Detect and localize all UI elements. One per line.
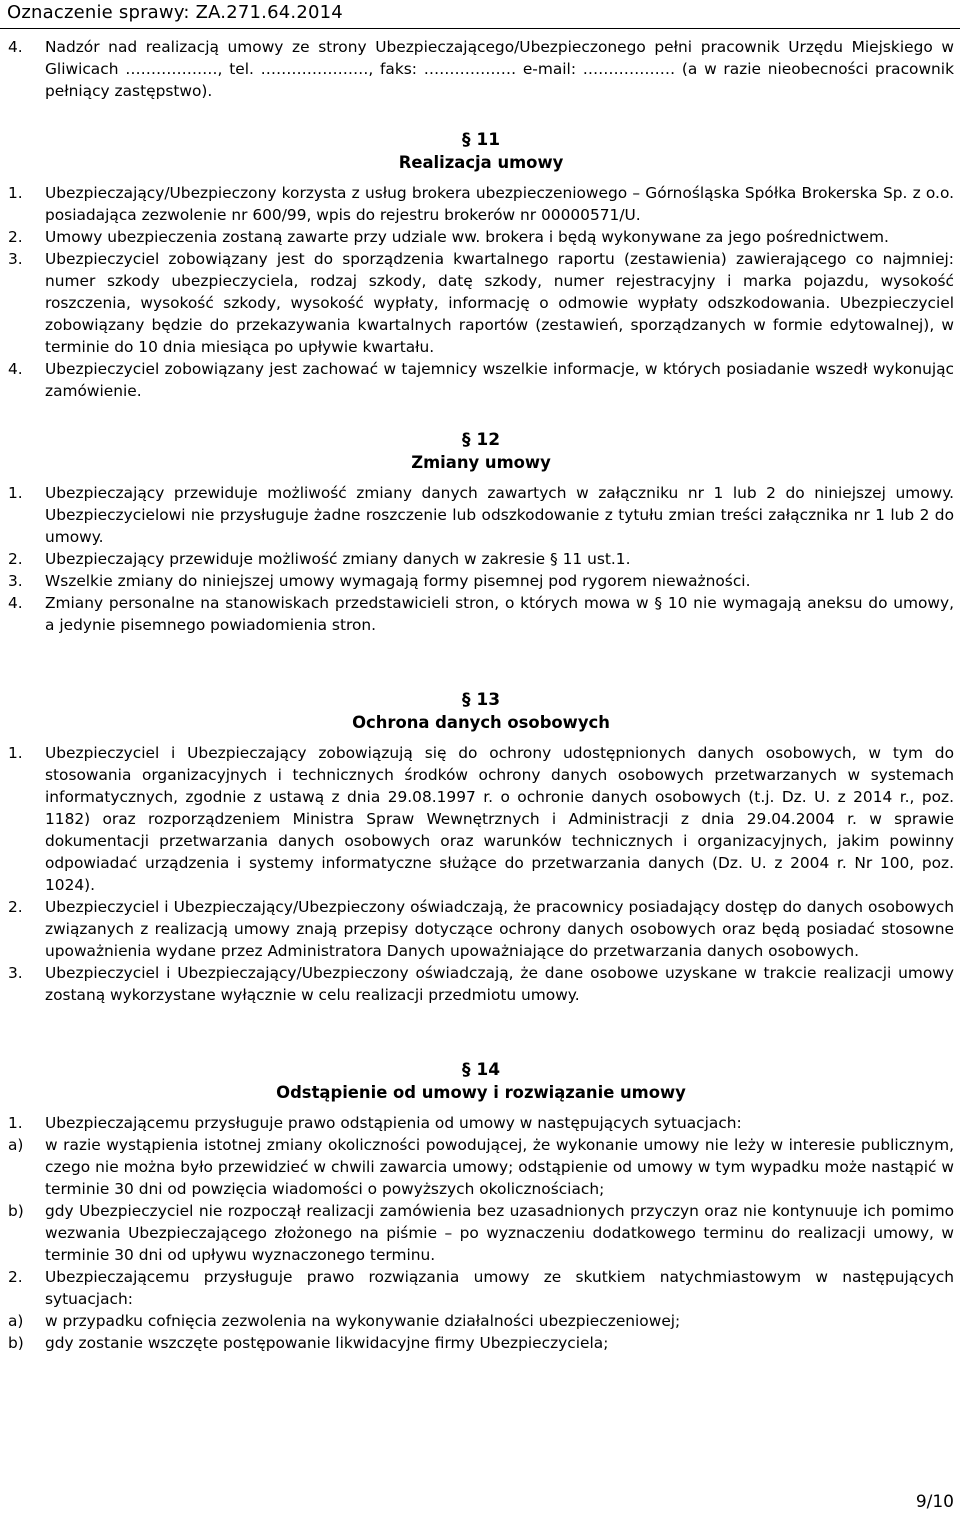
sub-item-text: gdy Ubezpieczyciel nie rozpoczął realizacji zamówienia bez uzasadnionych przyczyn oraz nie kontynuuje ich pomimo wezwania Ubezpieczającego złożonego na piśmie – po wyznaczeniu dodatkowego terminu do realizacji umowy, w terminie 30 dni od upływu wyznaczonego terminu. <box>45 1202 954 1264</box>
list-item <box>8 248 954 358</box>
section-title: Odstąpienie od umowy i rozwiązanie umowy <box>276 1083 686 1102</box>
item-number: 1. <box>8 1114 23 1132</box>
list-item <box>8 482 954 548</box>
list-item <box>8 548 954 570</box>
sub-list-item <box>8 1310 954 1332</box>
section-number: § 12 <box>461 430 501 450</box>
list-item <box>8 358 954 402</box>
item-number: 2. <box>8 898 23 916</box>
list-item <box>8 742 954 896</box>
list-item <box>8 226 954 248</box>
list-item <box>8 570 954 592</box>
section-number: § 11 <box>461 130 501 150</box>
item-text: Ubezpieczyciel zobowiązany jest do sporządzenia kwartalnego raportu (zestawienia) zawierającego co najmniej: numer szkody ubezpieczyciela, rodzaj szkody, datę szkody, numer rejestracyjny i marka pojazdu, wysokość roszczenia, wysokość szkody, wysokość wypłaty, informację o odmowie wypłaty odszkodowania. Ubezpieczyciel zobowiązany będzie do przekazywania kwartalnych raportów (zestawień, sporządzanych w formie edytowalnej), w terminie do 10 dnia miesiąca po upływie kwartału. <box>45 250 954 356</box>
item-number: 4. <box>8 360 23 378</box>
item-number: 4. <box>8 594 23 612</box>
item-text: Ubezpieczyciel i Ubezpieczający/Ubezpieczony oświadczają, że pracownicy posiadający dostęp do danych osobowych związanych z realizacją umowy znają przepisy dotyczące ochrony danych osobowych oraz będą posiadać stosowne upoważnienia wydane przez Administratora Danych upoważniające do przetwarzania danych osobowych. <box>45 898 954 960</box>
section-title: Ochrona danych osobowych <box>352 713 610 732</box>
list-item <box>8 182 954 226</box>
item-text: Ubezpieczający/Ubezpieczony korzysta z usług brokera ubezpieczeniowego – Górnośląska Spółka Brokerska Sp. z o.o. posiadająca zezwolenie nr 600/99, wpis do rejestru brokerów nr 00000571/U. <box>45 184 954 224</box>
item-number: 4. <box>8 38 23 56</box>
item-text: Ubezpieczającemu przysługuje prawo odstąpienia od umowy w następujących sytuacjach: <box>45 1114 742 1132</box>
page-number: 9/10 <box>915 1492 954 1512</box>
list-item <box>8 36 954 102</box>
list-item <box>8 592 954 636</box>
item-number: 1. <box>8 744 23 762</box>
item-number: 2. <box>8 1268 23 1286</box>
item-text: Umowy ubezpieczenia zostaną zawarte przy udziale ww. brokera i będą wykonywane za jego pośrednictwem. <box>45 228 889 246</box>
list-item <box>8 1266 954 1310</box>
section-number: § 13 <box>461 690 501 710</box>
sub-item-letter: a) <box>8 1136 24 1154</box>
item-text: Ubezpieczyciel zobowiązany jest zachować w tajemnicy wszelkie informacje, w których posiadanie wszedł wykonując zamówienie. <box>45 360 954 400</box>
item-text: Ubezpieczającemu przysługuje prawo rozwiązania umowy ze skutkiem natychmiastowym w następujących sytuacjach: <box>45 1268 954 1308</box>
list-item <box>8 1112 954 1134</box>
sub-item-letter: a) <box>8 1312 24 1330</box>
item-number: 3. <box>8 250 23 268</box>
sub-item-text: w przypadku cofnięcia zezwolenia na wykonywanie działalności ubezpieczeniowej; <box>45 1312 681 1330</box>
sub-item-letter: b) <box>8 1334 24 1352</box>
document-body <box>8 36 954 1354</box>
sub-item-letter: b) <box>8 1202 24 1220</box>
sub-item-text: w razie wystąpienia istotnej zmiany okoliczności powodującej, że wykonanie umowy nie leży w interesie publicznym, czego nie można było przewidzieć w chwili zawarcia umowy; odstąpienie od umowy w tym wypadku może nastąpić w terminie 30 dni od powzięcia wiadomości o powyższych okolicznościach; <box>45 1136 954 1198</box>
item-text: Ubezpieczyciel i Ubezpieczający/Ubezpieczony oświadczają, że dane osobowe uzyskane w trakcie realizacji umowy zostaną wykorzystane wyłącznie w celu realizacji przedmiotu umowy. <box>45 964 954 1004</box>
item-number: 3. <box>8 964 23 982</box>
section-heading <box>8 428 954 474</box>
item-number: 3. <box>8 572 23 590</box>
sub-item-text: gdy zostanie wszczęte postępowanie likwidacyjne firmy Ubezpieczyciela; <box>45 1334 609 1352</box>
item-text: Wszelkie zmiany do niniejszej umowy wymagają formy pisemnej pod rygorem nieważności. <box>45 572 751 590</box>
item-text: Zmiany personalne na stanowiskach przedstawicieli stron, o których mowa w § 10 nie wymagają aneksu do umowy, a jedynie pisemnego powiadomienia stron. <box>45 594 954 634</box>
section-heading <box>8 128 954 174</box>
item-text: Nadzór nad realizacją umowy ze strony Ubezpieczającego/Ubezpieczonego pełni pracownik Urzędu Miejskiego w Gliwicach ………………, tel. …………………, faks: ……………… e-mail: ……………… (a w razie nieobecności pracownik pełniący zastępstwo). <box>45 38 954 100</box>
sub-list-item <box>8 1134 954 1200</box>
section-title: Realizacja umowy <box>398 153 564 172</box>
list-item <box>8 896 954 962</box>
item-number: 2. <box>8 228 23 246</box>
item-number: 1. <box>8 484 23 502</box>
section-heading <box>8 688 954 734</box>
item-text: Ubezpieczyciel i Ubezpieczający zobowiązują się do ochrony udostępnionych danych osobowych, w tym do stosowania organizacyjnych i technicznych środków ochrony danych osobowych przetwarzanych w systemach informatycznych, zgodnie z ustawą z dnia 29.08.1997 r. o ochronie danych osobowych (t.j. Dz. U. z 2014 r., poz. 1182) oraz rozporządzeniem Ministra Spraw Wewnętrznych i Administracji z dnia 29.04.2004 r. w sprawie dokumentacji przetwarzania danych osobowych oraz warunków technicznych i organizacyjnych, jakim powinny odpowiadać urządzenia i systemy informatyczne służące do przetwarzania danych (Dz. U. z 2004 r. Nr 100, poz. 1024). <box>45 744 954 894</box>
case-reference-header: Oznaczenie sprawy: ZA.271.64.2014 <box>7 2 343 23</box>
sub-list-item <box>8 1332 954 1354</box>
sub-list-item <box>8 1200 954 1266</box>
header-divider <box>0 28 960 29</box>
section-heading <box>8 1058 954 1104</box>
item-text: Ubezpieczający przewiduje możliwość zmiany danych w zakresie § 11 ust.1. <box>45 550 631 568</box>
item-number: 1. <box>8 184 23 202</box>
section-number: § 14 <box>461 1060 501 1080</box>
item-text: Ubezpieczający przewiduje możliwość zmiany danych zawartych w załączniku nr 1 lub 2 do niniejszej umowy. Ubezpieczycielowi nie przysługuje żadne roszczenie lub odszkodowanie z tytułu zmian treści załącznika nr 1 lub 2 do umowy. <box>45 484 954 546</box>
section-title: Zmiany umowy <box>411 453 551 472</box>
list-item <box>8 962 954 1006</box>
item-number: 2. <box>8 550 23 568</box>
